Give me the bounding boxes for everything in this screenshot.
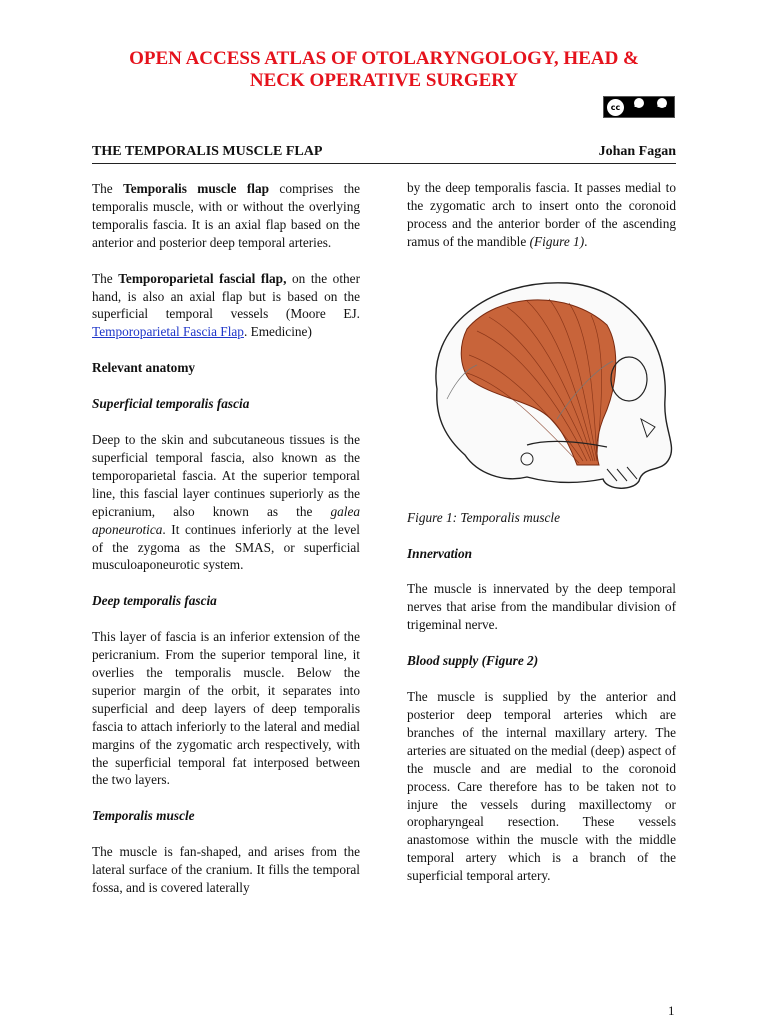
heading-blood-supply: Blood supply (Figure 2) <box>407 653 539 669</box>
by-attribution-icon <box>631 98 647 110</box>
nc-label: NC <box>657 102 667 109</box>
temporoparietal-fascia-flap-link[interactable]: Temporoparietal Fascia Flap <box>92 324 244 340</box>
atlas-header-line2: NECK OPERATIVE SURGERY <box>249 70 519 91</box>
paragraph-temporoparietal-flap: The Temporoparietal fascial flap, on the other hand, is also an axial flap but is based on the superficial temporal vessels (Moore EJ. Temporoparietal Fascia Flap. Emedicine) <box>92 270 361 340</box>
cc-icon: cc <box>607 99 624 116</box>
heading-deep-fascia: Deep temporalis fascia <box>92 593 217 609</box>
skull-drawing <box>407 269 676 499</box>
chapter-title: THE TEMPORALIS MUSCLE FLAP <box>92 144 323 159</box>
title-row <box>92 144 676 160</box>
heading-temporalis-muscle: Temporalis muscle <box>92 808 195 824</box>
heading-superficial-fascia: Superficial temporalis fascia <box>92 396 250 412</box>
page-number: 1 <box>668 1003 675 1018</box>
left-column <box>92 180 360 915</box>
creative-commons-badge[interactable] <box>603 96 675 118</box>
title-divider <box>92 163 676 164</box>
paragraph-deep-fascia: This layer of fascia is an inferior extension of the pericranium. From the superior temporal line, it overlies the temporalis muscle. Below the superior margin of the orbit, it separates into superficial and deep layers of deep temporalis fascia to attach inferiorly to the lateral and medial margins of the zygomatic arch respectively, with the superficial temporal fat interposed between the two layers. <box>92 629 360 788</box>
figure-1-caption: Figure 1: Temporalis muscle <box>407 509 561 525</box>
by-label: BY <box>634 102 643 109</box>
author-name: Johan Fagan <box>598 144 676 159</box>
noncommercial-icon <box>654 98 670 110</box>
paragraph-temporalis-muscle: The muscle is fan-shaped, and arises from the lateral surface of the cranium. It fills the temporal fossa, and is covered laterally <box>92 844 360 896</box>
skull-temporalis-illustration <box>407 269 676 499</box>
paragraph-temporalis-flap: The Temporalis muscle flap comprises the temporalis muscle, with or without the overlying temporalis fascia. It is an axial flap based on the anterior and posterior deep temporal arteries. <box>92 181 360 250</box>
heading-relevant-anatomy: Relevant anatomy <box>92 360 196 376</box>
paragraph-innervation: The muscle is innervated by the deep temporal nerves that arise from the mandibular division of trigeminal nerve. <box>407 581 676 633</box>
atlas-header-line1: OPEN ACCESS ATLAS OF OTOLARYNGOLOGY, HEAD & <box>129 48 639 69</box>
heading-innervation: Innervation <box>407 545 473 561</box>
paragraph-insertion: by the deep temporalis fascia. It passes medial to the zygomatic arch to insert onto the coronoid process and the anterior border of the ascending ramus of the mandible (Figure 1). <box>407 180 676 249</box>
paragraph-blood-supply: The muscle is supplied by the anterior and posterior deep temporal arteries which are branches of the internal maxillary artery. The arteries are situated on the medial (deep) aspect of the muscle and are medial to the coronoid process. Care therefore has to be taken not to injure the vessels during maxillectomy or oropharyngeal resection. These vessels anastomose within the muscle with the middle temporal artery which is a branch of the superficial temporal artery. <box>407 689 676 884</box>
atlas-header <box>60 48 708 92</box>
right-column <box>407 179 676 903</box>
paragraph-superficial-fascia: Deep to the skin and subcutaneous tissues is the superficial temporal fascia, also known as the temporoparietal fascia. At the superior temporal line, this fascial layer continues superiorly as the epicranium, also known as the galea aponeurotica. It continues inferiorly at the level of the zygoma as the SMAS, or superficial musculoaponeurotic system. <box>92 432 360 573</box>
